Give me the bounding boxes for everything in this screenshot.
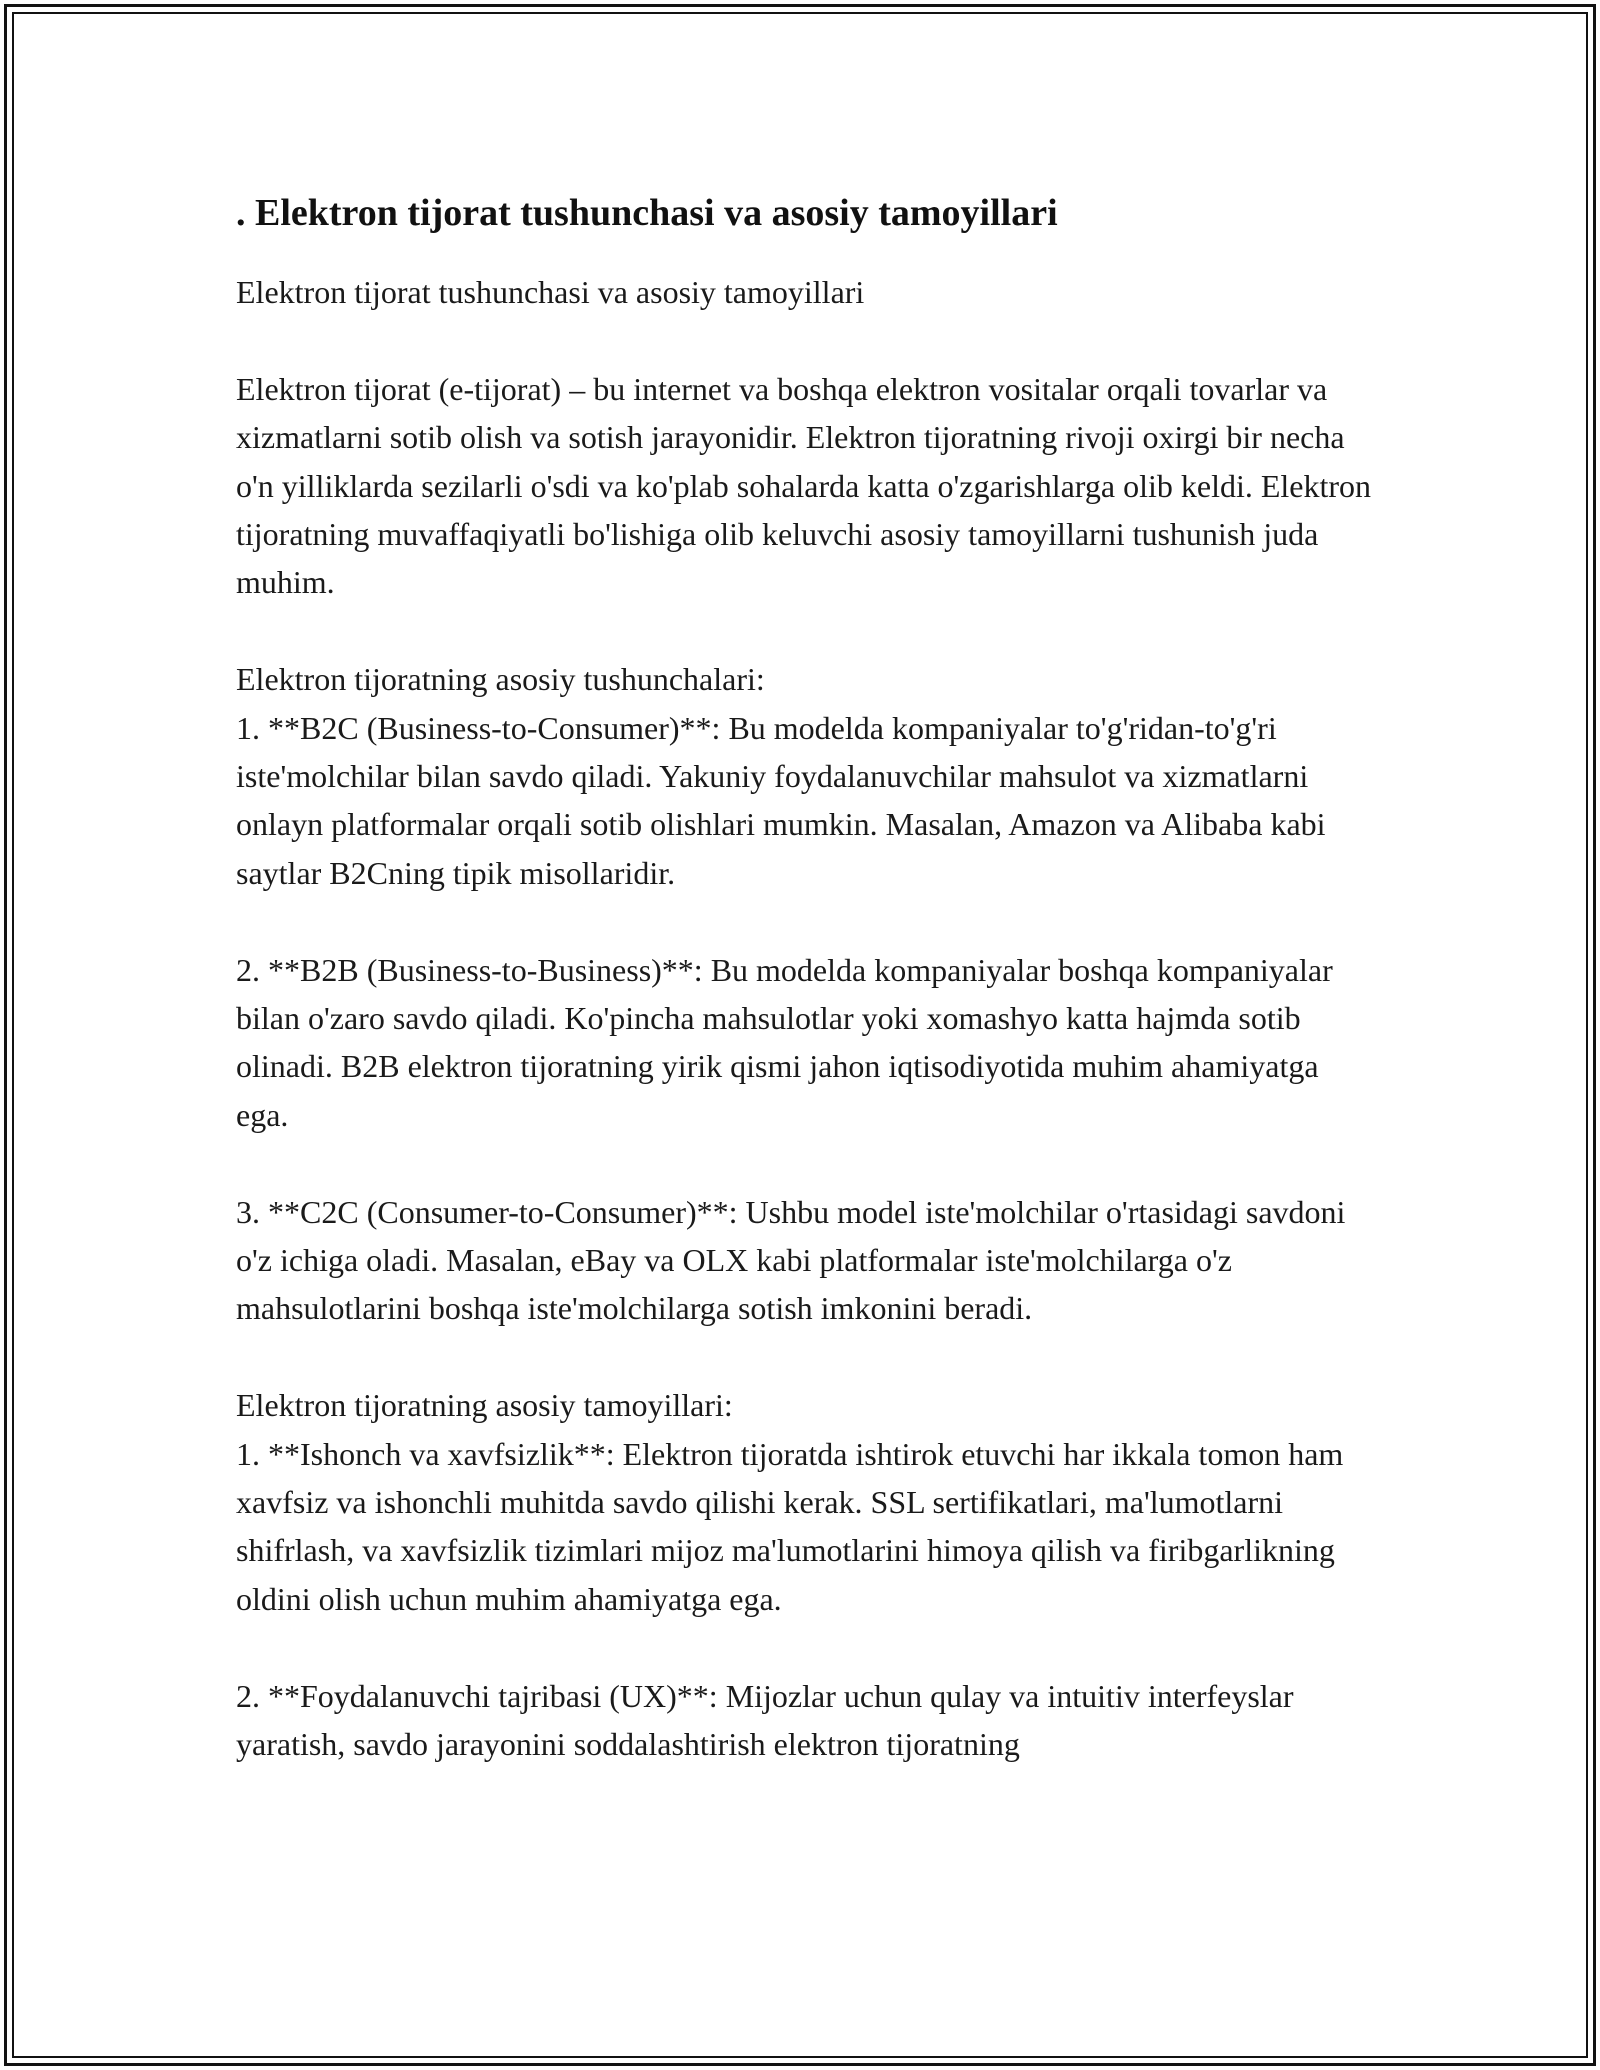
principle-item-security: 1. **Ishonch va xavfsizlik**: Elektron tijoratda ishtirok etuvchi har ikkala tomon ham xavfsiz va ishonchli muhitda savdo qilishi kerak. SSL sertifikatlari, ma'lumotlarni shifrlash, va xavfsizlik tizimlari mijoz ma'lumotlarini himoya qilish va firibgarlikning oldini olish uchun muhim ahamiyatga ega. xyxy=(236,1435,1344,1617)
intro-paragraph: Elektron tijorat (e-tijorat) – bu internet va boshqa elektron vositalar orqali tovarlar va xizmatlarni sotib olish va sotish jarayonidir. Elektron tijoratning rivoji oxirgi bir necha o'n yilliklarda sezilarli o'sdi va ko'plab sohalarda katta o'zgarishlarga olib keldi. Elektron tijoratning muvaffaqiyatli bo'lishiga olib keluvchi asosiy tamoyillarni tushunish juda muhim. xyxy=(236,370,1372,601)
document-subtitle: Elektron tijorat tushunchasi va asosiy tamoyillari xyxy=(236,274,865,310)
principles-heading: Elektron tijoratning asosiy tamoyillari: xyxy=(236,1387,733,1424)
paragraph-gap xyxy=(236,1333,1376,1381)
concepts-heading: Elektron tijoratning asosiy tushunchalari: xyxy=(236,661,765,698)
paragraph-gap xyxy=(236,1139,1376,1187)
paragraph-gap xyxy=(236,1623,1376,1671)
principle-item-ux: 2. **Foydalanuvchi tajribasi (UX)**: Mijozlar uchun qulay va intuitiv interfeyslar yaratish, savdo jarayonini soddalashtirish elektron tijoratning xyxy=(236,1677,1294,1763)
paragraph-gap xyxy=(236,607,1376,655)
document-body xyxy=(236,186,1376,1769)
concept-item-b2b: 2. **B2B (Business-to-Business)**: Bu modelda kompaniyalar boshqa kompaniyalar bilan o'zaro savdo qiladi. Ko'pincha mahsulotlar yoki xomashyo katta hajmda sotib olinadi. B2B elektron tijoratning yirik qismi jahon iqtisodiyotida muhim ahamiyatga ega. xyxy=(236,951,1333,1133)
paragraph-gap xyxy=(236,897,1376,945)
paragraph-gap xyxy=(236,316,1376,364)
document-title: . Elektron tijorat tushunchasi va asosiy tamoyillari xyxy=(236,192,1058,234)
concept-item-c2c: 3. **C2C (Consumer-to-Consumer)**: Ushbu model iste'molchilar o'rtasidagi savdoni o'z ichiga oladi. Masalan, eBay va OLX kabi platformalar iste'molchilarga o'z mahsulotlarini boshqa iste'molchilarga sotish imkonini beradi. xyxy=(236,1193,1346,1327)
concept-item-b2c: 1. **B2C (Business-to-Consumer)**: Bu modelda kompaniyalar to'g'ridan-to'g'ri iste'molchilar bilan savdo qiladi. Yakuniy foydalanuvchilar mahsulot va xizmatlarni onlayn platformalar orqali sotib olishlari mumkin. Masalan, Amazon va Alibaba kabi saytlar B2Cning tipik misollaridir. xyxy=(236,709,1326,891)
